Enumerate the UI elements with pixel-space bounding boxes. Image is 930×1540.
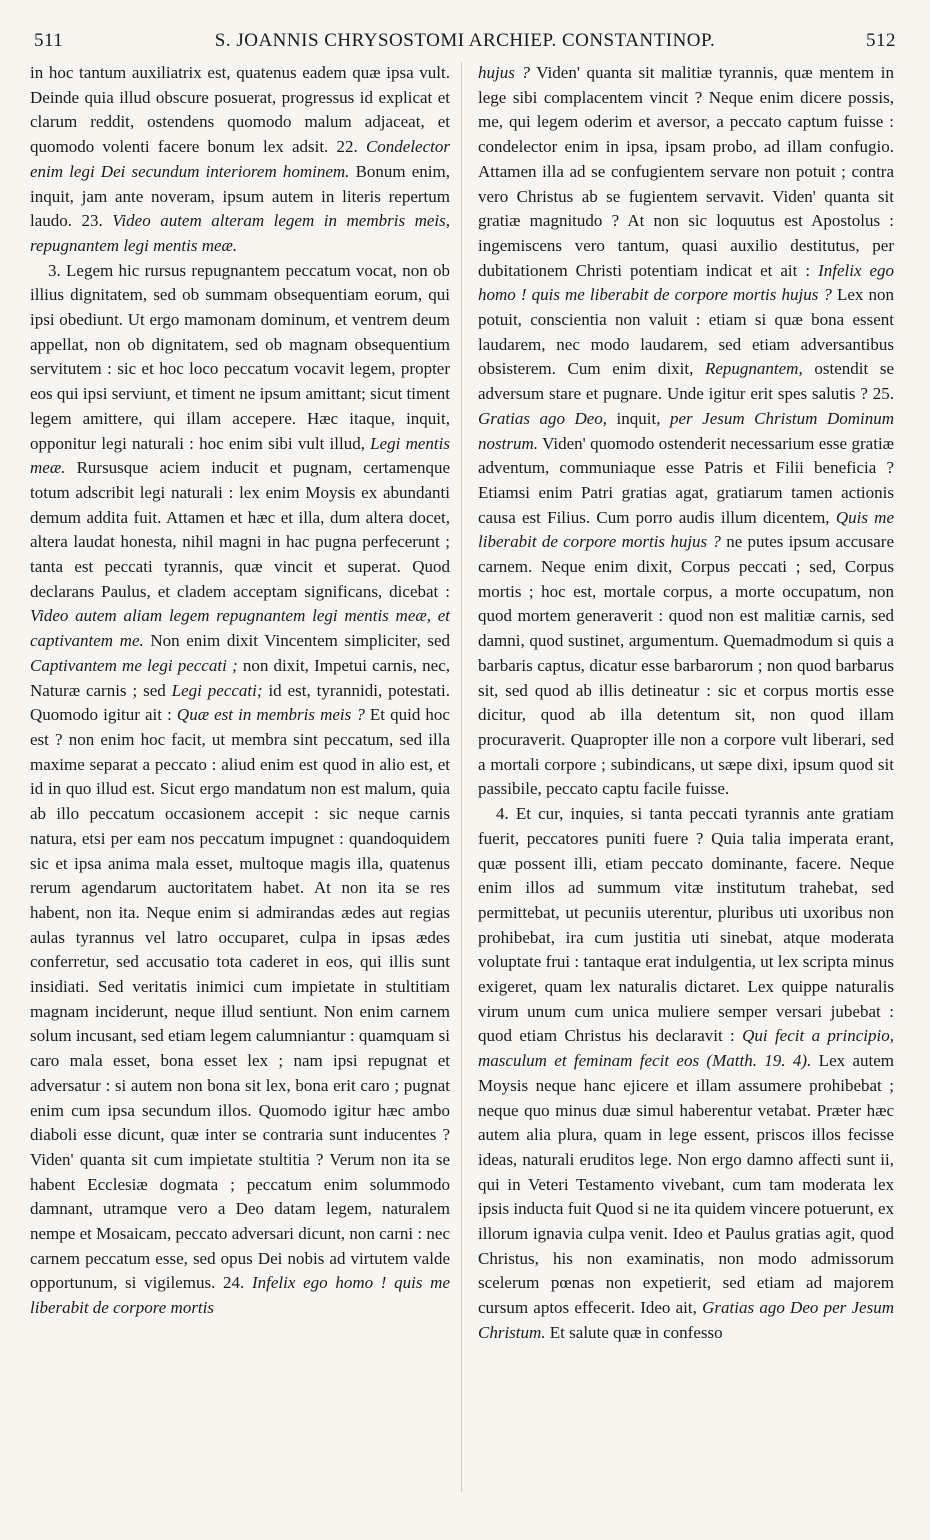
running-header bbox=[26, 30, 904, 58]
paragraph bbox=[478, 802, 894, 1345]
page-number-left: 511 bbox=[34, 30, 64, 51]
paragraph bbox=[478, 61, 894, 802]
text-run: 4. Et cur, inquies, si tanta peccati tyrannis ante gratiam fuerit, peccatores puniti fuere ? Quia talia imperata erant, quæ possent illi, etiam peccato dominante, facere. Neque enim illos ad summum vitæ institutum trahebat, sed permittebat, ut pecuniis uterentur, pluribus uti uxoribus non prohibebat, ira cum justitia uti sinebat, atque moderata voluptate frui : tantaque erat indulgentia, ut lex scripta minus exigeret, quam lex naturalis dictaret. Lex quippe naturalis virum unum cum unica muliere semper versari jubebat : quod etiam Christus his declaravit : bbox=[478, 804, 894, 1046]
page-number-right: 512 bbox=[866, 30, 896, 51]
text-run: ne putes ipsum accusare carnem. Neque enim dixit, Corpus peccati ; sed, Corpus mortis ; hoc est, mortale corpus, a morte occupatum, non quod mortem generaverit : quod non est malitiæ carnis, sed damni, quod sustinet, argumentum. Quemadmodum si quis a barbaris captus, dicatur esse barbarorum ; non quod barbarus sit, sed quod ab illis detineatur : sic et corpus mortis esse dicitur, quod ab illa detentum sit, non quod illam procuraverit. Quapropter ille non a corpore vult liberari, sed a mortali corpore ; subindicans, ut sæpe dixi, ipsum quod sit passibile, peccato captu facile fuisse. bbox=[478, 532, 894, 799]
right-column bbox=[478, 61, 894, 1346]
running-title: S. JOANNIS CHRYSOSTOMI ARCHIEP. CONSTANTINOP. bbox=[214, 30, 716, 51]
text-run: Lex non potuit, conscientia non valuit : etiam si quæ bona essent laudarem, nec modo laudarem, sed etiam adversantibus obsisterem. Cum enim dixit, bbox=[478, 285, 894, 379]
italic-text-run: per Jesum Christum Dominum nostrum. bbox=[478, 408, 894, 453]
italic-text-run: hujus ? bbox=[478, 63, 530, 82]
text-run: inquit, bbox=[607, 408, 670, 428]
italic-text-run: Video autem aliam legem repugnantem legi mentis meæ, et captivantem me. bbox=[30, 606, 450, 651]
text-run: 3. Legem hic rursus repugnantem peccatum vocat, non ob illius dignitatem, sed ob summam obsequentiam eorum, qui ipsi obediunt. Ut ergo mamonam dominum, et ventrem deum appellat, non ob dignitatem, sed ob magnam obsequentium servitutem : sic et hoc loco peccatum vocavit legem, propter eos qui ipsi serviunt, et timent ne ipsum amittant; sicut timent legem amittere, qui illam accepere. Hæc itaque, inquit, opponitur legi naturali : hoc enim sibi vult illud, bbox=[30, 260, 450, 453]
italic-text-run: Repugnantem, bbox=[704, 359, 803, 379]
text-run: Lex autem Moysis neque hanc ejicere et illam assumere prohibebat ; neque quo minus duæ simul haberentur vetabat. Præter hæc autem alia plura, quam in lege essent, priscos illos fecisse ideas, naturali eruditos lege. Non ergo damno affecti sunt ii, qui in Veteri Testamento vivebant, cum tam moderata lex ipsis inducta fuit Quod si ne ita quidem vincere potuerunt, ex illorum ignavia culpa venit. Ideo et Paulus gratias agit, quod Christus, his non examinatis, non modo admissorum scelerum pœnas non expetierit, sed etiam ad majorem cursum aptos effecerit. Ideo ait, bbox=[478, 1051, 894, 1318]
italic-text-run: Qui fecit a principio, masculum et feminam fecit eos (Matth. 19. 4). bbox=[478, 1026, 894, 1071]
paragraph bbox=[30, 61, 450, 259]
italic-text-run: Legi peccati; bbox=[171, 680, 263, 700]
italic-text-run: Quæ est in membris meis ? bbox=[176, 705, 365, 725]
italic-text-run: Video autem alteram legem in membris meis, repugnantem legi mentis meæ. bbox=[30, 211, 450, 255]
italic-text-run: Infelix ego homo ! quis me liberabit de corpore mortis hujus ? bbox=[478, 260, 895, 305]
italic-text-run: Legi mentis meæ. bbox=[30, 433, 450, 478]
text-run: id est, tyrannidi, potestati. Quomodo igitur ait : bbox=[30, 680, 450, 725]
left-column bbox=[30, 61, 450, 1321]
italic-text-run: Captivantem me legi peccati ; bbox=[30, 655, 238, 675]
text-run: in hoc tantum auxiliatrix est, quatenus eadem quæ ipsa vult. Deinde quia illud obscure posuerat, progressus id explicat et clarum reddit, ostendens quomodo malum adjaceat, et quomodo volenti facere bonum lex adsit. 22. bbox=[30, 63, 450, 157]
text-run: Non enim dixit Vincentem simpliciter, sed bbox=[143, 631, 450, 651]
italic-text-run: Gratias ago Deo per Jesum Christum. bbox=[478, 1298, 894, 1342]
text-run: Viden' quanta sit malitiæ tyrannis, quæ mentem in lege sibi complacentem vincit ? Neque enim dicere possis, me, qui legem oderim et aversor, a peccato captum fuisse : condelector enim in ipsa, ipsam probo, ad illam confugio. Attamen illa ad se confugientem servare non potuit ; contra vero Christus ab se fugientem servavit. Viden' quanta sit gratiæ magnitudo ? At non sic loquutus est Apostolus : ingemiscens vero tantum, quasi auxilio destitutus, per dubitationem Christi potentiam indicat et ait : bbox=[478, 63, 894, 280]
text-run: Viden' quomodo ostenderit necessarium esse gratiæ adventum, communiaque esse Patris et Filii beneficia ? Etiamsi enim Patri gratias agat, gratiarum tamen actionis causa est Filius. Cum porro audis illum dicentem, bbox=[478, 433, 894, 527]
paragraph bbox=[30, 259, 450, 1321]
text-run: non dixit, Impetui carnis, nec, Naturæ carnis ; sed bbox=[30, 655, 450, 700]
italic-text-run: Infelix ego homo ! quis me liberabit de corpore mortis bbox=[30, 1273, 450, 1318]
column-gutter bbox=[461, 62, 462, 1492]
text-run: Et salute quæ in confesso bbox=[545, 1322, 723, 1342]
italic-text-run: Quis me liberabit de corpore mortis hujus ? bbox=[478, 507, 894, 552]
italic-text-run: Condelector enim legi Dei secundum interiorem hominem. bbox=[30, 137, 450, 181]
text-run: Rursusque aciem inducit et pugnam, certamenque totum adscribit legi naturali : lex enim Moysis ex abundanti demum addita fuit. Attamen et hæc et illa, dum altera docet, altera laudat honesta, nihil magni in hac pugna perfecerunt ; tanta est peccati tyrannis, quæ vincit et superat. Quod declarans Paulus, et cladem acceptam significans, dicebat : bbox=[30, 458, 450, 601]
italic-text-run: Gratias ago Deo, bbox=[478, 408, 608, 428]
text-run: Bonum enim, inquit, jam ante noveram, ipsum autem in literis repertum laudo. 23. bbox=[30, 161, 451, 231]
text-run: ostendit se adversum stare et pugnare. Unde igitur erit spes salutis ? 25. bbox=[478, 359, 894, 404]
text-run: Et quid hoc est ? non enim hoc facit, ut membra sint peccatum, sed illa maxime separat a peccato : aliud enim est quod in alio est, et id in quo illud est. Sicut ergo mandatum non est malum, quia ab illo peccatum occasionem accepit : sic neque carnis natura, etsi per eam nos peccatum impugnet : quandoquidem sic et ipsa anima mala esset, multoque magis illa, quatenus rerum agendarum auctoritatem habet. At non ita se res habent, non ita. Neque enim si admirandas ædes aut regias aulas tyrannus vel latro occuparet, culpa in ipsas ædes conferretur, sed accusatio tota caderet in eos, qui illis sunt insidiati. Sed veritatis inimici cum impietate in stultitiam magnam inciderunt, neque illud sentiunt. Non enim carnem solum incusant, sed etiam legem calumniantur : quamquam si caro mala esset, bona esset lex ; nam ipsi repugnat et adversatur : si autem non bona sit lex, bona erit caro ; pugnat enim cum ipsa secundum illos. Quomodo igitur hæc ambo diaboli esse dicunt, quæ inter se contraria sunt inducentes ? Viden' quanta sit cum impietate stultitia ? Verum non ita se habent Ecclesiæ dogmata ; peccatum enim solummodo damnant, utramque vero a Deo datam legem, naturalem nempe et Mosaicam, peccato adversari dicunt, non carni : nec carnem peccatum esse, sed opus Dei nobis ad virtutem valde opportunum, si vigilemus. 24. bbox=[30, 705, 450, 1293]
